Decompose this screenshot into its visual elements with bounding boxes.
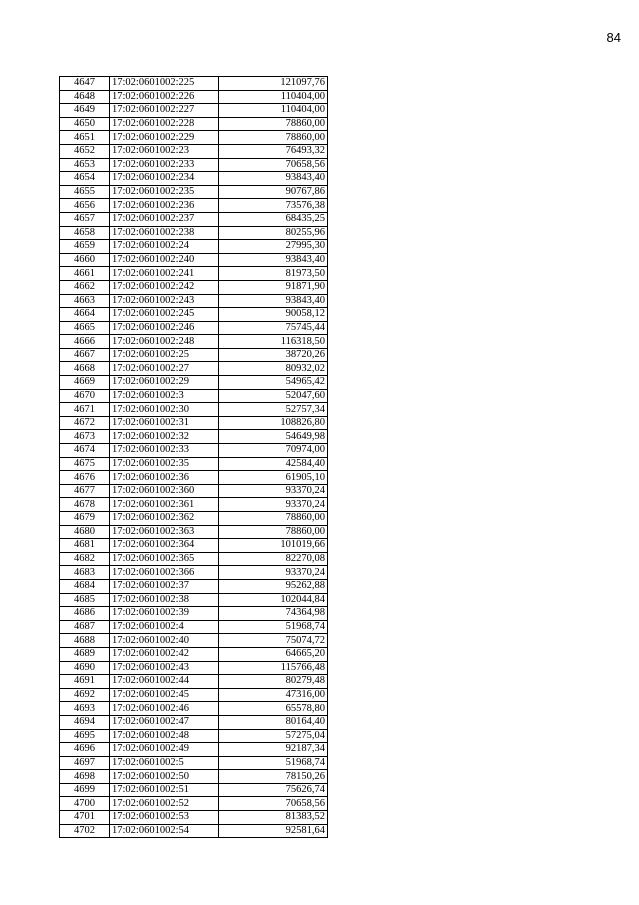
table-row [60, 824, 328, 838]
table-row [60, 457, 328, 471]
row-number-cell: 4677 [60, 484, 110, 498]
cadastral-number-cell: 17:02:0601002:248 [110, 335, 219, 349]
cadastral-value-cell: 110404,00 [219, 104, 328, 118]
cadastral-number-cell: 17:02:0601002:238 [110, 226, 219, 240]
cadastral-value-table [59, 76, 328, 838]
cadastral-value-cell: 70658,56 [219, 158, 328, 172]
table-row [60, 525, 328, 539]
row-number-cell: 4684 [60, 579, 110, 593]
row-number-cell: 4657 [60, 212, 110, 226]
row-number-cell: 4685 [60, 593, 110, 607]
cadastral-number-cell: 17:02:0601002:364 [110, 539, 219, 553]
cadastral-number-cell: 17:02:0601002:39 [110, 607, 219, 621]
cadastral-number-cell: 17:02:0601002:45 [110, 688, 219, 702]
table-row [60, 104, 328, 118]
row-number-cell: 4664 [60, 308, 110, 322]
row-number-cell: 4670 [60, 389, 110, 403]
table-row [60, 566, 328, 580]
row-number-cell: 4656 [60, 199, 110, 213]
row-number-cell: 4676 [60, 471, 110, 485]
cadastral-value-cell: 81973,50 [219, 267, 328, 281]
cadastral-number-cell: 17:02:0601002:24 [110, 240, 219, 254]
cadastral-value-cell: 75074,72 [219, 634, 328, 648]
row-number-cell: 4672 [60, 416, 110, 430]
cadastral-value-cell: 78860,00 [219, 525, 328, 539]
table-row [60, 661, 328, 675]
cadastral-value-cell: 74364,98 [219, 607, 328, 621]
row-number-cell: 4665 [60, 321, 110, 335]
cadastral-value-cell: 93370,24 [219, 566, 328, 580]
cadastral-number-cell: 17:02:0601002:242 [110, 280, 219, 294]
cadastral-number-cell: 17:02:0601002:362 [110, 512, 219, 526]
cadastral-number-cell: 17:02:0601002:46 [110, 702, 219, 716]
row-number-cell: 4691 [60, 675, 110, 689]
table-row [60, 797, 328, 811]
cadastral-value-cell: 57275,04 [219, 729, 328, 743]
cadastral-value-cell: 52757,34 [219, 403, 328, 417]
cadastral-number-cell: 17:02:0601002:229 [110, 131, 219, 145]
cadastral-value-cell: 93843,40 [219, 294, 328, 308]
table-body [60, 77, 328, 838]
cadastral-number-cell: 17:02:0601002:27 [110, 362, 219, 376]
row-number-cell: 4688 [60, 634, 110, 648]
table-row [60, 335, 328, 349]
cadastral-value-cell: 91871,90 [219, 280, 328, 294]
row-number-cell: 4682 [60, 552, 110, 566]
row-number-cell: 4678 [60, 498, 110, 512]
cadastral-value-cell: 54649,98 [219, 430, 328, 444]
table-row [60, 362, 328, 376]
row-number-cell: 4647 [60, 77, 110, 91]
cadastral-number-cell: 17:02:0601002:48 [110, 729, 219, 743]
cadastral-value-cell: 54965,42 [219, 376, 328, 390]
row-number-cell: 4679 [60, 512, 110, 526]
cadastral-value-cell: 70658,56 [219, 797, 328, 811]
cadastral-number-cell: 17:02:0601002:31 [110, 416, 219, 430]
table-row [60, 294, 328, 308]
cadastral-value-cell: 93843,40 [219, 172, 328, 186]
row-number-cell: 4702 [60, 824, 110, 838]
row-number-cell: 4669 [60, 376, 110, 390]
row-number-cell: 4674 [60, 444, 110, 458]
row-number-cell: 4673 [60, 430, 110, 444]
cadastral-number-cell: 17:02:0601002:36 [110, 471, 219, 485]
row-number-cell: 4650 [60, 117, 110, 131]
table-row [60, 321, 328, 335]
cadastral-value-cell: 115766,48 [219, 661, 328, 675]
cadastral-value-cell: 70974,00 [219, 444, 328, 458]
cadastral-value-cell: 51968,74 [219, 620, 328, 634]
cadastral-number-cell: 17:02:0601002:33 [110, 444, 219, 458]
cadastral-number-cell: 17:02:0601002:29 [110, 376, 219, 390]
cadastral-value-cell: 108826,80 [219, 416, 328, 430]
table-row [60, 253, 328, 267]
row-number-cell: 4666 [60, 335, 110, 349]
table-row [60, 226, 328, 240]
cadastral-number-cell: 17:02:0601002:54 [110, 824, 219, 838]
cadastral-value-cell: 80279,48 [219, 675, 328, 689]
table-row [60, 743, 328, 757]
cadastral-number-cell: 17:02:0601002:3 [110, 389, 219, 403]
cadastral-number-cell: 17:02:0601002:227 [110, 104, 219, 118]
cadastral-value-cell: 65578,80 [219, 702, 328, 716]
table-row [60, 185, 328, 199]
row-number-cell: 4698 [60, 770, 110, 784]
cadastral-number-cell: 17:02:0601002:52 [110, 797, 219, 811]
row-number-cell: 4661 [60, 267, 110, 281]
cadastral-number-cell: 17:02:0601002:32 [110, 430, 219, 444]
table-row [60, 552, 328, 566]
row-number-cell: 4693 [60, 702, 110, 716]
cadastral-value-cell: 73576,38 [219, 199, 328, 213]
cadastral-number-cell: 17:02:0601002:236 [110, 199, 219, 213]
table-row [60, 783, 328, 797]
table-row [60, 811, 328, 825]
row-number-cell: 4660 [60, 253, 110, 267]
table-row [60, 389, 328, 403]
cadastral-value-cell: 80932,02 [219, 362, 328, 376]
table-row [60, 90, 328, 104]
table-row [60, 172, 328, 186]
row-number-cell: 4686 [60, 607, 110, 621]
row-number-cell: 4699 [60, 783, 110, 797]
cadastral-number-cell: 17:02:0601002:233 [110, 158, 219, 172]
row-number-cell: 4648 [60, 90, 110, 104]
table-row [60, 593, 328, 607]
row-number-cell: 4694 [60, 715, 110, 729]
table-row [60, 471, 328, 485]
page-number: 84 [606, 30, 621, 45]
cadastral-value-cell: 64665,20 [219, 647, 328, 661]
row-number-cell: 4671 [60, 403, 110, 417]
cadastral-value-cell: 80164,40 [219, 715, 328, 729]
table-row [60, 416, 328, 430]
cadastral-number-cell: 17:02:0601002:241 [110, 267, 219, 281]
table-row [60, 117, 328, 131]
row-number-cell: 4700 [60, 797, 110, 811]
table-row [60, 729, 328, 743]
cadastral-number-cell: 17:02:0601002:50 [110, 770, 219, 784]
table-row [60, 579, 328, 593]
table-row [60, 770, 328, 784]
cadastral-value-cell: 102044,84 [219, 593, 328, 607]
cadastral-value-cell: 75745,44 [219, 321, 328, 335]
cadastral-number-cell: 17:02:0601002:51 [110, 783, 219, 797]
cadastral-number-cell: 17:02:0601002:228 [110, 117, 219, 131]
cadastral-number-cell: 17:02:0601002:53 [110, 811, 219, 825]
cadastral-value-cell: 38720,26 [219, 348, 328, 362]
cadastral-number-cell: 17:02:0601002:42 [110, 647, 219, 661]
row-number-cell: 4683 [60, 566, 110, 580]
cadastral-number-cell: 17:02:0601002:366 [110, 566, 219, 580]
cadastral-value-cell: 82270,08 [219, 552, 328, 566]
row-number-cell: 4689 [60, 647, 110, 661]
row-number-cell: 4690 [60, 661, 110, 675]
cadastral-value-cell: 78860,00 [219, 131, 328, 145]
cadastral-number-cell: 17:02:0601002:235 [110, 185, 219, 199]
cadastral-number-cell: 17:02:0601002:240 [110, 253, 219, 267]
row-number-cell: 4654 [60, 172, 110, 186]
table-row [60, 444, 328, 458]
table-row [60, 688, 328, 702]
row-number-cell: 4692 [60, 688, 110, 702]
cadastral-number-cell: 17:02:0601002:365 [110, 552, 219, 566]
cadastral-value-cell: 80255,96 [219, 226, 328, 240]
cadastral-value-cell: 116318,50 [219, 335, 328, 349]
table-row [60, 498, 328, 512]
cadastral-number-cell: 17:02:0601002:5 [110, 756, 219, 770]
cadastral-number-cell: 17:02:0601002:4 [110, 620, 219, 634]
cadastral-number-cell: 17:02:0601002:30 [110, 403, 219, 417]
table-row [60, 348, 328, 362]
cadastral-value-cell: 95262,88 [219, 579, 328, 593]
cadastral-number-cell: 17:02:0601002:245 [110, 308, 219, 322]
table-row [60, 756, 328, 770]
cadastral-number-cell: 17:02:0601002:37 [110, 579, 219, 593]
cadastral-number-cell: 17:02:0601002:234 [110, 172, 219, 186]
table-row [60, 430, 328, 444]
cadastral-number-cell: 17:02:0601002:243 [110, 294, 219, 308]
cadastral-value-cell: 52047,60 [219, 389, 328, 403]
row-number-cell: 4668 [60, 362, 110, 376]
table-row [60, 512, 328, 526]
row-number-cell: 4653 [60, 158, 110, 172]
row-number-cell: 4701 [60, 811, 110, 825]
table-row [60, 403, 328, 417]
table-row [60, 647, 328, 661]
cadastral-number-cell: 17:02:0601002:35 [110, 457, 219, 471]
cadastral-value-cell: 76493,32 [219, 144, 328, 158]
cadastral-number-cell: 17:02:0601002:226 [110, 90, 219, 104]
cadastral-number-cell: 17:02:0601002:25 [110, 348, 219, 362]
row-number-cell: 4658 [60, 226, 110, 240]
cadastral-number-cell: 17:02:0601002:246 [110, 321, 219, 335]
table-row [60, 702, 328, 716]
row-number-cell: 4651 [60, 131, 110, 145]
cadastral-number-cell: 17:02:0601002:23 [110, 144, 219, 158]
cadastral-number-cell: 17:02:0601002:44 [110, 675, 219, 689]
table-row [60, 144, 328, 158]
table-row [60, 131, 328, 145]
cadastral-value-cell: 78860,00 [219, 512, 328, 526]
table-row [60, 280, 328, 294]
table-row [60, 675, 328, 689]
cadastral-value-cell: 110404,00 [219, 90, 328, 104]
cadastral-number-cell: 17:02:0601002:225 [110, 77, 219, 91]
row-number-cell: 4680 [60, 525, 110, 539]
row-number-cell: 4667 [60, 348, 110, 362]
cadastral-value-cell: 90058,12 [219, 308, 328, 322]
cadastral-value-cell: 92581,64 [219, 824, 328, 838]
row-number-cell: 4696 [60, 743, 110, 757]
row-number-cell: 4655 [60, 185, 110, 199]
cadastral-value-cell: 42584,40 [219, 457, 328, 471]
row-number-cell: 4695 [60, 729, 110, 743]
cadastral-number-cell: 17:02:0601002:47 [110, 715, 219, 729]
table-row [60, 158, 328, 172]
row-number-cell: 4675 [60, 457, 110, 471]
cadastral-value-cell: 93370,24 [219, 498, 328, 512]
cadastral-value-cell: 61905,10 [219, 471, 328, 485]
cadastral-value-cell: 75626,74 [219, 783, 328, 797]
table-row [60, 715, 328, 729]
table-row [60, 77, 328, 91]
table-row [60, 376, 328, 390]
table-row [60, 212, 328, 226]
cadastral-value-cell: 93843,40 [219, 253, 328, 267]
cadastral-value-cell: 78860,00 [219, 117, 328, 131]
cadastral-value-cell: 92187,34 [219, 743, 328, 757]
cadastral-value-cell: 90767,86 [219, 185, 328, 199]
cadastral-value-cell: 68435,25 [219, 212, 328, 226]
cadastral-number-cell: 17:02:0601002:40 [110, 634, 219, 648]
table-row [60, 308, 328, 322]
table-row [60, 634, 328, 648]
row-number-cell: 4681 [60, 539, 110, 553]
table-row [60, 620, 328, 634]
table-row [60, 539, 328, 553]
cadastral-value-cell: 81383,52 [219, 811, 328, 825]
table-row [60, 267, 328, 281]
table-row [60, 240, 328, 254]
cadastral-value-cell: 93370,24 [219, 484, 328, 498]
cadastral-number-cell: 17:02:0601002:360 [110, 484, 219, 498]
cadastral-value-cell: 47316,00 [219, 688, 328, 702]
cadastral-value-cell: 121097,76 [219, 77, 328, 91]
cadastral-value-cell: 78150,26 [219, 770, 328, 784]
cadastral-number-cell: 17:02:0601002:43 [110, 661, 219, 675]
row-number-cell: 4662 [60, 280, 110, 294]
cadastral-value-cell: 101019,66 [219, 539, 328, 553]
cadastral-number-cell: 17:02:0601002:49 [110, 743, 219, 757]
row-number-cell: 4649 [60, 104, 110, 118]
cadastral-number-cell: 17:02:0601002:38 [110, 593, 219, 607]
table-row [60, 607, 328, 621]
cadastral-number-cell: 17:02:0601002:363 [110, 525, 219, 539]
row-number-cell: 4687 [60, 620, 110, 634]
cadastral-value-cell: 51968,74 [219, 756, 328, 770]
row-number-cell: 4652 [60, 144, 110, 158]
cadastral-number-cell: 17:02:0601002:237 [110, 212, 219, 226]
cadastral-value-cell: 27995,30 [219, 240, 328, 254]
row-number-cell: 4659 [60, 240, 110, 254]
row-number-cell: 4697 [60, 756, 110, 770]
row-number-cell: 4663 [60, 294, 110, 308]
cadastral-number-cell: 17:02:0601002:361 [110, 498, 219, 512]
table-row [60, 199, 328, 213]
table-row [60, 484, 328, 498]
